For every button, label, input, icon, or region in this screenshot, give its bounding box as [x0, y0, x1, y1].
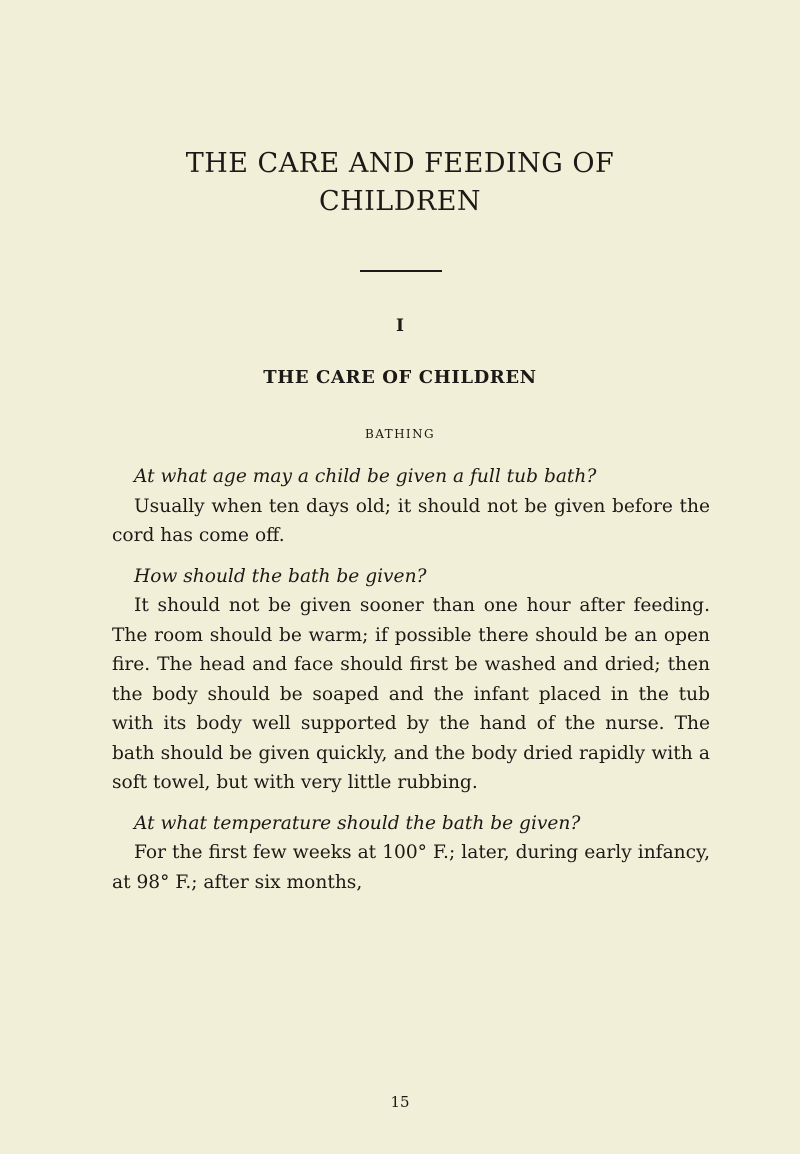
page-number: 15	[390, 1093, 410, 1111]
book-title-line-1: THE CARE AND FEEDING OF	[185, 148, 615, 179]
question-2: How should the bath be given?	[134, 565, 427, 587]
title-divider-rule	[360, 270, 442, 272]
question-1: At what age may a child be given a full tub bath?	[134, 466, 597, 487]
chapter-number: I	[396, 316, 404, 336]
question-3: At what temperature should the bath be given?	[134, 812, 581, 834]
answer-2: It should not be given sooner than one hour after feeding. The room should be warm; if possible there should be an open fire. The head and face should first be washed and dried; then the body should be soaped and the infant placed in the tub with its body well supported by the hand of the nurse. The bath should be given quickly, and the body dried rapidly with a soft towel, but with very little rubbing.	[112, 595, 710, 793]
chapter-title: THE CARE OF CHILDREN	[263, 367, 537, 388]
section-heading: BATHING	[365, 427, 435, 441]
answer-3: For the first few weeks at 100° F.; later, during early infancy, at 98° F.; after six months,	[112, 842, 710, 893]
book-title-line-2: CHILDREN	[318, 186, 482, 217]
answer-1: Usually when ten days old; it should not be given before the cord has come off.	[112, 495, 710, 546]
book-title	[0, 145, 800, 221]
body-text	[112, 462, 710, 897]
